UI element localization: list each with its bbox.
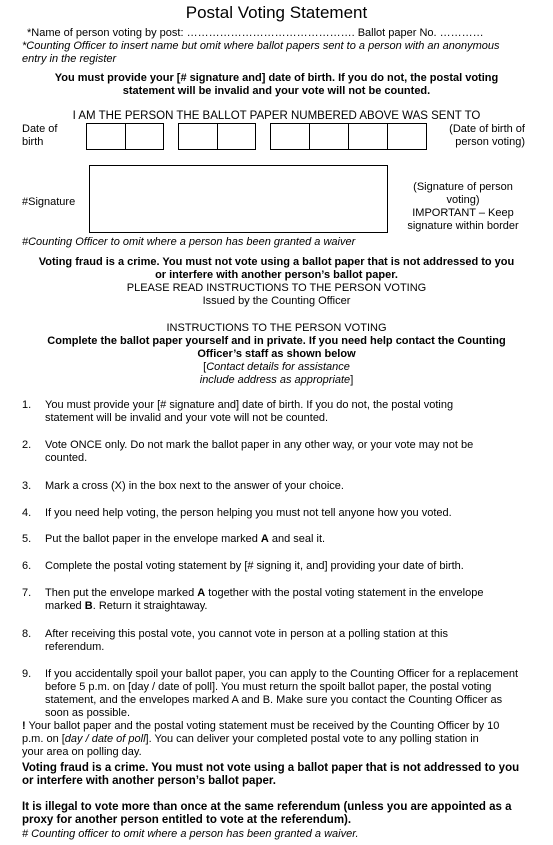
instructions-sub-line-2: Officer’s staff as shown below: [197, 348, 356, 360]
item-7-mid: together with the postal voting statement in the envelope marked: [45, 587, 484, 612]
dob-label-line-2: birth: [22, 136, 44, 148]
warning-line-1: You must provide your [# signature and] date of birth. If you do not, the postal voting: [54, 72, 499, 84]
declaration: I AM THE PERSON THE BALLOT PAPER NUMBERED ABOVE WAS SENT TO: [72, 110, 481, 122]
signature-box[interactable]: [89, 165, 388, 233]
item-9-text: If you accidentally spoil your ballot paper, you can apply to the Counting Officer for a replacement before 5 p.m. on [day / date of poll]. You must return the spoilt ballot paper, the postal voting statement, and the envelopes marked A and B. Make sure you contact the Counting Officer as soon as possible.: [45, 668, 519, 719]
item-2-line-1: Vote ONCE only. Do not mark the ballot paper in any other way, or your vote may not be: [45, 439, 474, 451]
signature-caption-line-3: IMPORTANT – Keep: [412, 207, 514, 219]
fraud-line-4: Issued by the Counting Officer: [202, 295, 351, 307]
item-3-text: Mark a cross (X) in the box next to the answer of your choice.: [45, 480, 344, 492]
item-6-text: Complete the postal voting statement by [# signing it, and] providing your date of birth.: [45, 560, 464, 572]
footer-fraud-line-2: or interfere with another person’s ballot paper.: [22, 775, 276, 787]
dob-month-digit-2[interactable]: [217, 123, 256, 150]
deadline-mark: !: [22, 720, 26, 732]
illegal-line-1: It is illegal to vote more than once at the same referendum (unless you are appointed as a: [22, 801, 512, 813]
item-1-line-2: statement will be invalid and your vote will not be counted.: [45, 412, 329, 424]
contact-line-2: include address as appropriate]: [199, 374, 354, 386]
item-4-text: If you need help voting, the person helping you must not tell anyone how you voted.: [45, 507, 452, 519]
dob-year-digit-4[interactable]: [387, 123, 427, 150]
item-number: 9.: [22, 668, 32, 680]
instructions-sub-line-1: Complete the ballot paper yourself and in private. If you need help contact the Counting: [47, 335, 506, 347]
item-number: 5.: [22, 533, 32, 545]
item-7-pre: Then put the envelope marked: [45, 587, 198, 599]
item-5-post: and seal it.: [268, 533, 326, 545]
fraud-line-3: PLEASE READ INSTRUCTIONS TO THE PERSON VOTING: [126, 282, 427, 294]
signature-caption: [398, 181, 528, 233]
item-1-line-1: You must provide your [# signature and] date of birth. If you do not, the postal voting: [45, 399, 454, 411]
footer-fraud-line-1: Voting fraud is a crime. You must not vote using a ballot paper that is not addressed to you: [22, 762, 520, 774]
item-number: 2.: [22, 439, 32, 451]
illegal-line-2: proxy for another person entitled to vote at the referendum).: [22, 814, 352, 826]
instructions-heading: INSTRUCTIONS TO THE PERSON VOTING: [166, 322, 387, 334]
item-number: 3.: [22, 480, 32, 492]
item-number: 4.: [22, 507, 32, 519]
officer-insert-note: *Counting Officer to insert name but omit where ballot papers sent to a person with an anonymous entry in the register: [22, 40, 500, 65]
item-7-post: . Return it straightaway.: [92, 600, 208, 612]
warning-line-2: statement will be invalid and your vote will not be counted.: [122, 85, 431, 97]
contact-line-1-text: Contact details for assistance: [206, 361, 350, 373]
dob-month-digit-1[interactable]: [178, 123, 218, 150]
fraud-line-1: Voting fraud is a crime. You must not vote using a ballot paper that is not addressed to you: [38, 256, 515, 268]
ballot-number-label: Ballot paper No.: [357, 27, 437, 39]
deadline-text-b: p.m. on [: [22, 733, 65, 745]
item-number: 7.: [22, 587, 32, 599]
deadline-text-c: ]. You can deliver your completed postal vote to any polling station in: [145, 733, 479, 745]
footer-waiver-note: # Counting officer to omit where a person has been granted a waiver.: [22, 828, 359, 840]
fraud-line-2: or interfere with another person’s ballot paper.: [155, 269, 398, 281]
dob-caption: [440, 123, 525, 149]
dob-year-digit-3[interactable]: [348, 123, 388, 150]
item-number: 1.: [22, 399, 32, 411]
deadline-text-d: your area on polling day.: [22, 746, 142, 758]
item-5-text: [45, 533, 535, 546]
item-7-text: [45, 587, 517, 613]
dob-day-digit-1[interactable]: [86, 123, 126, 150]
voter-name-line: [27, 27, 484, 39]
contact-line-1: [Contact details for assistance: [203, 361, 350, 373]
contact-line-2-text: include address as appropriate: [199, 374, 351, 386]
voter-name-dots[interactable]: ……………………………………….: [186, 27, 355, 39]
envelope-a-label: A: [260, 533, 269, 545]
deadline-poll-placeholder: day / date of poll: [64, 733, 146, 745]
signature-caption-line-4: signature within border: [407, 220, 519, 232]
deadline-text-a: Your ballot paper and the postal voting statement must be received by the Counting Officer by 10: [25, 720, 500, 732]
voter-name-label: *Name of person voting by post:: [27, 27, 184, 39]
item-number: 6.: [22, 560, 32, 572]
item-8-line-2: referendum.: [45, 641, 105, 653]
signature-caption-line-2: voting): [446, 194, 480, 206]
dob-caption-line-2: person voting): [455, 136, 525, 148]
deadline-note: [22, 720, 534, 759]
signature-waiver-note: #Counting Officer to omit where a person has been granted a waiver: [22, 236, 356, 248]
dob-label-line-1: Date of: [22, 123, 58, 135]
dob-year-digit-1[interactable]: [270, 123, 310, 150]
item-2-line-2: counted.: [45, 452, 88, 464]
page-title: Postal Voting Statement: [185, 3, 368, 22]
envelope-b-label: B: [84, 600, 93, 612]
dob-label: [22, 123, 57, 149]
item-8-line-1: After receiving this postal vote, you cannot vote in person at a polling station at this: [45, 628, 448, 640]
signature-label: #Signature: [22, 196, 76, 208]
ballot-number-dots[interactable]: …………: [439, 27, 484, 39]
item-number: 8.: [22, 628, 32, 640]
dob-day-digit-2[interactable]: [125, 123, 164, 150]
signature-caption-line-1: (Signature of person: [413, 181, 513, 193]
item-5-pre: Put the ballot paper in the envelope marked: [45, 533, 261, 545]
dob-year-digit-2[interactable]: [309, 123, 349, 150]
envelope-a-label: A: [197, 587, 206, 599]
dob-caption-line-1: (Date of birth of: [449, 123, 525, 135]
